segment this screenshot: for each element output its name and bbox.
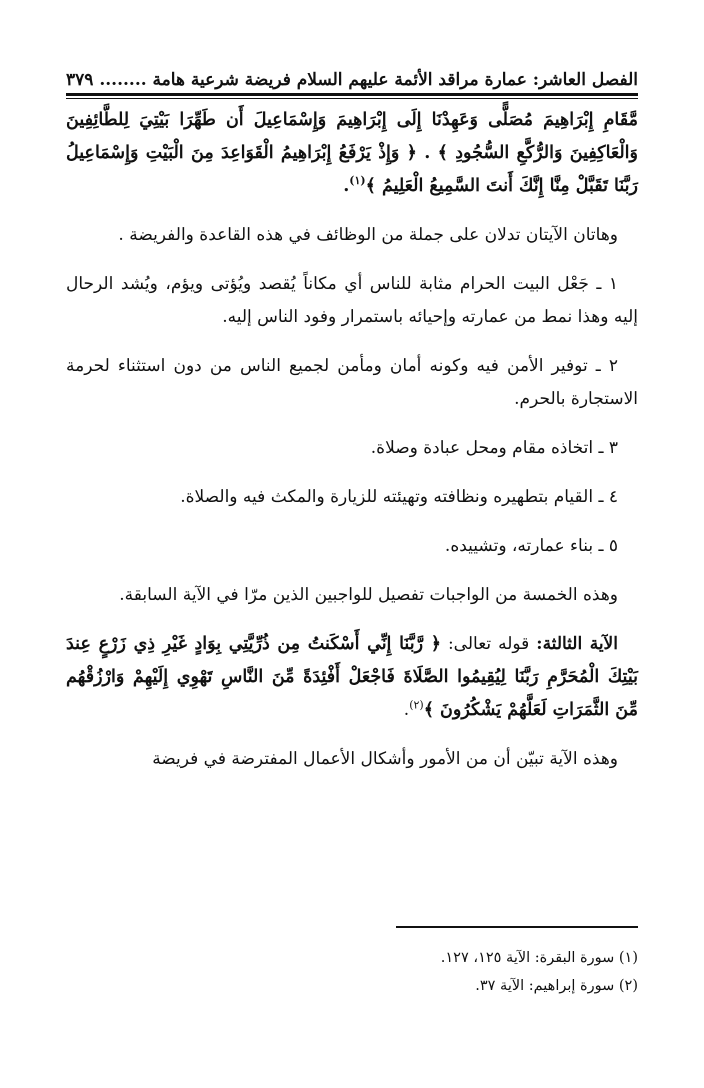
footnote-divider [396,926,638,928]
third-verse-section [66,628,638,727]
paragraph-conclusion: وهذه الخمسة من الواجبات تفصيل للواجبين الذين مرّا في الآية السابقة. [119,585,618,605]
running-header [66,60,638,90]
list-item-1: ١ ـ جَعْل البيت الحرام مثابة للناس أي مكاناً يُقصد ويُؤتى ويؤم، ويُشد الرحال إليه وهذا نمط من عمارته وإحيائه باستمرار وفود الناس إليه. [66,274,638,327]
section-intro: قوله تعالى: [447,634,530,654]
header-divider [66,93,638,99]
list-item-5: ٥ ـ بناء عمارته، وتشييده. [444,536,618,556]
quran-verse-third: ﴿ رَّبَّنَا إِنِّي أَسْكَنتُ مِن ذُرِّيَّتِي بِوَادٍ غَيْرِ ذِي زَرْعٍ عِندَ بَيْتِكَ الْمُحَرَّمِ رَبَّنَا لِيُقِيمُوا الصَّلَاةَ فَاجْعَلْ أَفْئِدَةً مِّنَ النَّاسِ تَهْوِي إِلَيْهِمْ وَارْزُقْهُم مِّنَ الثَّمَرَاتِ لَعَلَّهُمْ يَشْكُرُونَ ﴾ [66,634,638,720]
list-item-2: ٢ ـ توفير الأمن فيه وكونه أمان ومأمن لجميع الناس من دون استثناء لحرمة الاستجارة بالحرم. [66,356,638,409]
section-label: الآية الثالثة: [536,634,618,654]
verse-text: مَّقَامِ إِبْرَاهِيمَ مُصَلًّى وَعَهِدْنَا إِلَى إِبْرَاهِيمَ وَإِسْمَاعِيلَ أَن طَهِّرَا بَيْتِيَ لِلطَّائِفِينَ وَالْعَاكِفِينَ وَالرُّكَّعِ السُّجُودِ ﴾ . ﴿ وَإِذْ يَرْفَعُ إِبْرَاهِيمُ الْقَوَاعِدَ مِنَ الْبَيْتِ وَإِسْمَاعِيلُ رَبَّنَا تَقَبَّلْ مِنَّا إِنَّكَ أَنتَ السَّمِيعُ الْعَلِيمُ ﴾ [66,110,638,196]
page-number: ........ ٣٧٩ [66,70,147,90]
list-item-4: ٤ ـ القيام بتطهيره ونظافته وتهيئته للزيارة والمكث فيه والصلاة. [180,487,618,507]
footnote-2: (٢) سورة إبراهيم: الآية ٣٧. [475,978,638,994]
quran-verse-continued [66,104,638,203]
footnote-1: (١) سورة البقرة: الآية ١٢٥، ١٢٧. [440,950,638,966]
list-item-3: ٣ ـ اتخاذه مقام ومحل عبادة وصلاة. [370,438,618,458]
page-body [66,104,638,792]
footnote-ref-1: (١) [349,174,366,188]
footnote-ref-2: (٢) [409,698,424,712]
footnotes [66,944,638,1000]
verse-end-2: . [403,700,410,720]
verse-end: . [343,176,350,196]
paragraph-continued: وهذه الآية تبيّن أن من الأمور وأشكال الأعمال المفترضة في فريضة [152,749,618,769]
paragraph-summary: وهاتان الآيتان تدلان على جملة من الوظائف في هذه القاعدة والفريضة . [118,225,618,245]
chapter-title: الفصل العاشر: عمارة مراقد الأئمة عليهم السلام فريضة شرعية هامة [152,70,638,90]
